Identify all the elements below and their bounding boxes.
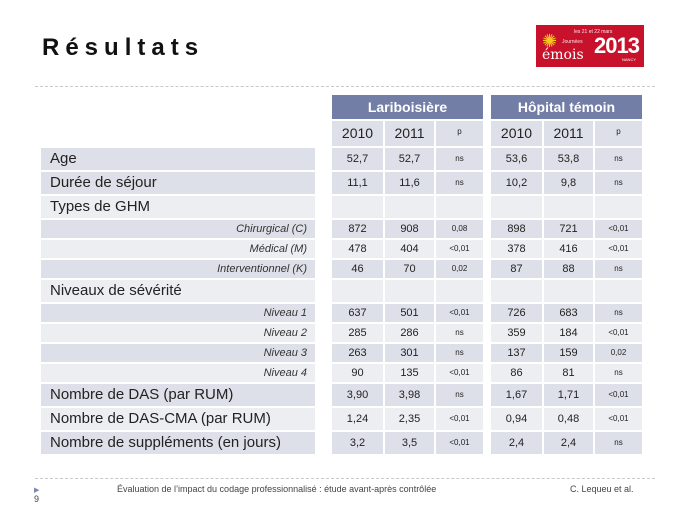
table-row xyxy=(332,322,483,342)
p-value-cell: ns xyxy=(593,364,642,382)
value-cell: 88 xyxy=(542,260,593,278)
value-cell: 908 xyxy=(383,220,434,238)
p-value-cell: ns xyxy=(434,148,483,170)
value-cell: 52,7 xyxy=(332,148,383,170)
value-cell: 263 xyxy=(332,344,383,362)
value-cell: 53,6 xyxy=(491,148,542,170)
p-value-cell: <0,01 xyxy=(593,408,642,430)
table-row xyxy=(491,170,642,194)
table-row xyxy=(491,406,642,430)
value-cell: 416 xyxy=(542,240,593,258)
hopital-temoin-table xyxy=(491,95,642,454)
value-cell: 2,4 xyxy=(542,432,593,454)
p-value-cell: 0,08 xyxy=(434,220,483,238)
table-row xyxy=(332,258,483,278)
value-cell xyxy=(383,280,434,302)
value-cell: 3,90 xyxy=(332,384,383,406)
row-labels xyxy=(41,148,315,456)
table-row xyxy=(332,218,483,238)
year-header-cell: 2010 xyxy=(332,121,383,146)
value-cell: 501 xyxy=(383,304,434,322)
row-label: Interventionnel (K) xyxy=(41,260,315,280)
p-value-cell: <0,01 xyxy=(434,304,483,322)
value-cell: 9,8 xyxy=(542,172,593,194)
table-row xyxy=(332,362,483,382)
value-cell: 721 xyxy=(542,220,593,238)
value-cell xyxy=(383,196,434,218)
value-cell: 404 xyxy=(383,240,434,258)
value-cell: 52,7 xyxy=(383,148,434,170)
value-cell: 184 xyxy=(542,324,593,342)
hospital-header: Lariboisière xyxy=(332,95,483,119)
year-header-cell: 2011 xyxy=(542,121,593,146)
row-label: Durée de séjour xyxy=(41,172,315,196)
table-row xyxy=(491,382,642,406)
value-cell: 285 xyxy=(332,324,383,342)
value-cell: 872 xyxy=(332,220,383,238)
bottom-divider xyxy=(35,478,655,479)
p-value-cell: <0,01 xyxy=(434,240,483,258)
value-cell: 81 xyxy=(542,364,593,382)
table-row xyxy=(491,322,642,342)
footer-caption: Évaluation de l’impact du codage professionnalisé : étude avant-après contrôlée xyxy=(117,484,437,494)
row-label: Nombre de DAS-CMA (par RUM) xyxy=(41,408,315,432)
page-number xyxy=(34,484,39,504)
p-value-cell: ns xyxy=(593,304,642,322)
value-cell: 2,35 xyxy=(383,408,434,430)
slide-title: Résultats xyxy=(42,34,205,61)
year-header-cell: 2010 xyxy=(491,121,542,146)
value-cell: 70 xyxy=(383,260,434,278)
value-cell xyxy=(332,196,383,218)
table-row xyxy=(491,302,642,322)
p-value-cell: <0,01 xyxy=(593,384,642,406)
p-value-cell: <0,01 xyxy=(434,408,483,430)
hospital-header: Hôpital témoin xyxy=(491,95,642,119)
emois-logo xyxy=(536,25,644,67)
logo-journees: Journées xyxy=(562,39,583,45)
value-cell xyxy=(542,280,593,302)
value-cell: 86 xyxy=(491,364,542,382)
table-row xyxy=(332,406,483,430)
value-cell: 286 xyxy=(383,324,434,342)
value-cell: 1,24 xyxy=(332,408,383,430)
row-label: Niveau 1 xyxy=(41,304,315,324)
p-value-cell: 0,02 xyxy=(593,344,642,362)
row-label: Niveau 3 xyxy=(41,344,315,364)
year-header-row xyxy=(332,121,483,146)
value-cell: 3,98 xyxy=(383,384,434,406)
table-row xyxy=(491,238,642,258)
footer-author: C. Lequeu et al. xyxy=(570,484,634,494)
value-cell: 0,48 xyxy=(542,408,593,430)
p-value-cell xyxy=(434,280,483,302)
p-value-cell: ns xyxy=(434,172,483,194)
p-value-cell: <0,01 xyxy=(593,220,642,238)
logo-dates: les 21 et 22 mars xyxy=(574,29,613,35)
p-value-cell: <0,01 xyxy=(434,432,483,454)
value-cell: 11,6 xyxy=(383,172,434,194)
table-row xyxy=(332,342,483,362)
value-cell: 3,2 xyxy=(332,432,383,454)
p-value-cell: <0,01 xyxy=(593,240,642,258)
value-cell xyxy=(332,280,383,302)
value-cell: 301 xyxy=(383,344,434,362)
value-cell: 135 xyxy=(383,364,434,382)
row-label: Age xyxy=(41,148,315,172)
p-value-cell: ns xyxy=(434,324,483,342)
logo-city: NANCY xyxy=(622,57,637,62)
year-header-cell: p xyxy=(434,121,483,146)
value-cell: 11,1 xyxy=(332,172,383,194)
value-cell: 87 xyxy=(491,260,542,278)
top-divider xyxy=(35,86,655,87)
logo-year: 2013 xyxy=(594,33,639,58)
table-row xyxy=(491,430,642,454)
value-cell: 137 xyxy=(491,344,542,362)
p-value-cell xyxy=(593,196,642,218)
table-row xyxy=(332,170,483,194)
p-value-cell: ns xyxy=(593,432,642,454)
sun-icon: ✺ xyxy=(542,31,558,51)
lariboisiere-table xyxy=(332,95,483,454)
row-label: Nombre de suppléments (en jours) xyxy=(41,432,315,456)
value-cell: 0,94 xyxy=(491,408,542,430)
table-row xyxy=(332,430,483,454)
value-cell: 1,67 xyxy=(491,384,542,406)
logo-word: émois xyxy=(542,47,584,63)
value-cell: 2,4 xyxy=(491,432,542,454)
value-cell: 1,71 xyxy=(542,384,593,406)
value-cell: 478 xyxy=(332,240,383,258)
row-label: Types de GHM xyxy=(41,196,315,220)
p-value-cell: ns xyxy=(434,384,483,406)
year-header-cell: 2011 xyxy=(383,121,434,146)
p-value-cell: ns xyxy=(593,172,642,194)
table-row xyxy=(491,146,642,170)
row-label: Nombre de DAS (par RUM) xyxy=(41,384,315,408)
p-value-cell xyxy=(434,196,483,218)
p-value-cell: ns xyxy=(593,148,642,170)
value-cell: 683 xyxy=(542,304,593,322)
value-cell: 378 xyxy=(491,240,542,258)
table-row xyxy=(491,342,642,362)
bullet-triangle-icon: ▶ xyxy=(34,487,40,494)
p-value-cell: <0,01 xyxy=(593,324,642,342)
table-row xyxy=(332,194,483,218)
row-label: Médical (M) xyxy=(41,240,315,260)
year-header-cell: p xyxy=(593,121,642,146)
p-value-cell xyxy=(593,280,642,302)
table-row xyxy=(332,302,483,322)
p-value-cell: <0,01 xyxy=(434,364,483,382)
value-cell xyxy=(491,196,542,218)
p-value-cell: ns xyxy=(434,344,483,362)
table-row xyxy=(491,362,642,382)
table-row xyxy=(491,194,642,218)
row-label: Niveaux de sévérité xyxy=(41,280,315,304)
p-value-cell: 0,02 xyxy=(434,260,483,278)
value-cell: 46 xyxy=(332,260,383,278)
value-cell: 726 xyxy=(491,304,542,322)
table-row xyxy=(332,278,483,302)
value-cell xyxy=(491,280,542,302)
value-cell xyxy=(542,196,593,218)
table-row xyxy=(491,258,642,278)
value-cell: 90 xyxy=(332,364,383,382)
row-label: Chirurgical (C) xyxy=(41,220,315,240)
value-cell: 3,5 xyxy=(383,432,434,454)
page-number-text: 9 xyxy=(34,494,40,504)
table-row xyxy=(332,382,483,406)
row-label: Niveau 2 xyxy=(41,324,315,344)
table-row xyxy=(332,238,483,258)
value-cell: 359 xyxy=(491,324,542,342)
table-row xyxy=(332,146,483,170)
table-row xyxy=(491,278,642,302)
table-row xyxy=(491,218,642,238)
value-cell: 637 xyxy=(332,304,383,322)
row-label: Niveau 4 xyxy=(41,364,315,384)
year-header-row xyxy=(491,121,642,146)
value-cell: 10,2 xyxy=(491,172,542,194)
p-value-cell: ns xyxy=(593,260,642,278)
value-cell: 159 xyxy=(542,344,593,362)
value-cell: 53,8 xyxy=(542,148,593,170)
value-cell: 898 xyxy=(491,220,542,238)
